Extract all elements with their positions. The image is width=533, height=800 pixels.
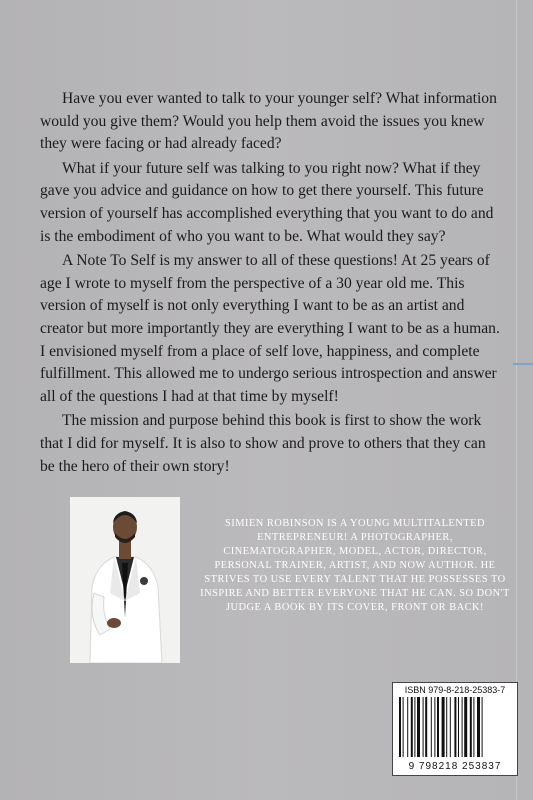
author-photo-illustration — [70, 497, 180, 663]
blurb-paragraph-1: Have you ever wanted to talk to your younger self? What information would you give them? Would you help them avoid the issues you knew they were facing or had already faced? — [40, 90, 497, 153]
barcode-bar — [470, 697, 472, 757]
cover-blurb — [40, 88, 502, 480]
isbn-barcode — [392, 682, 518, 776]
blurb-paragraph-2: What if your future self was talking to you right now? What if they gave you advice and guidance on how to get there yourself. This future version of yourself has accomplished everything that you want to do and is the embodiment of who you want to be. What would they say? — [40, 159, 494, 245]
barcode-bar — [434, 697, 435, 757]
barcode-bar — [414, 697, 415, 757]
barcode-bar — [446, 697, 447, 757]
side-mark — [513, 363, 533, 365]
spine-edge — [516, 0, 517, 800]
barcode-bar — [423, 697, 424, 757]
barcode-bar — [477, 697, 480, 757]
barcode-bar — [411, 697, 413, 757]
blurb-paragraph-3: A Note To Self is my answer to all of these questions! At 25 years of age I wrote to myself from the perspective of a 30 year old me. This version of myself is not only everything I want to be as an artist and creator but more importantly they are everything I want to be as a human. I envisioned myself from a place of self love, happiness, and complete fulfillment. This allowed me to undergo serious introspection and answer all of the questions I had at that time by myself! — [40, 252, 500, 405]
barcode-bar — [442, 697, 445, 757]
barcode-bar — [462, 697, 463, 757]
barcode-bar — [403, 697, 404, 757]
barcode-bar — [417, 697, 420, 757]
barcode-bar — [473, 697, 474, 757]
barcode-bar — [399, 697, 401, 757]
blurb-paragraph-4: The mission and purpose behind this book is first to show the work that I did for myself. It is also to show and prove to others that they can be the hero of their own story! — [40, 412, 486, 475]
barcode-bar — [458, 697, 459, 757]
author-photo — [70, 497, 180, 663]
barcode-bar — [407, 697, 408, 757]
author-bio: SIMIEN ROBINSON IS A YOUNG MULTITALENTED ENTREPRENEUR! A PHOTOGRAPHER, CINEMATOGRAPHER, MODEL, ACTOR, DIRECTOR, PERSONAL TRAINER, ARTIST, AND NOW AUTHOR. HE STRIVES TO USE EVERY TALENT THAT HE POSSESSES TO INSPIRE AND BETTER EVERYONE THAT HE CAN. SO DON'T JUDGE A BOOK BY ITS COVER, FRONT OR BACK! — [200, 518, 510, 613]
barcode-bar — [450, 697, 451, 757]
barcode-bars — [397, 697, 513, 759]
isbn-label: ISBN 979-8-218-25383-7 — [404, 685, 506, 695]
barcode-bar — [437, 697, 439, 757]
barcode-bar — [464, 697, 467, 757]
barcode-bar — [431, 697, 432, 757]
barcode-bar — [454, 697, 456, 757]
barcode-bar — [425, 697, 427, 757]
barcode-bar — [482, 697, 483, 757]
barcode-number: 9 798218 253837 — [408, 761, 502, 772]
